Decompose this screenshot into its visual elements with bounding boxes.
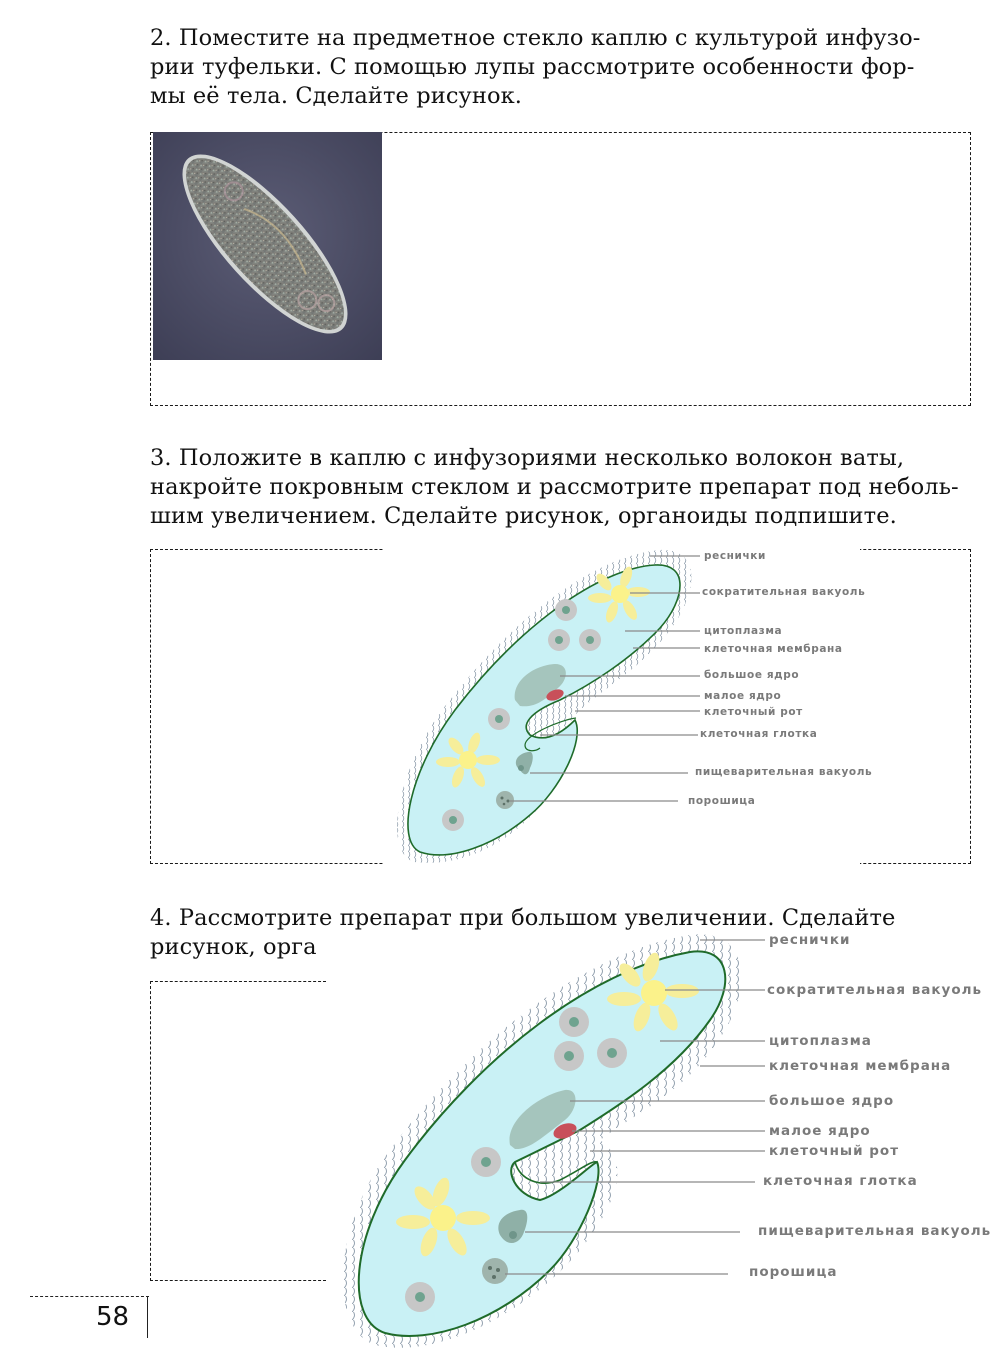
- label-cell-membrane: клеточная мембрана: [704, 643, 843, 655]
- label-anal-pore-large: порошица: [749, 1264, 838, 1280]
- page-number-rule: [30, 1296, 149, 1297]
- anal-pore: [496, 791, 514, 809]
- task-3-line-1: 3. Положите в каплю с инфузориями несколько волокон ваты,: [150, 445, 905, 471]
- task-3-line-3: шим увеличением. Сделайте рисунок, органоиды подпишите.: [150, 503, 897, 529]
- paramecium-diagram: [384, 538, 873, 866]
- task-2-text: [150, 24, 972, 111]
- label-cytoplasm-large: цитоплазма: [769, 1033, 872, 1049]
- task-4-drawing-frame[interactable]: [150, 981, 326, 1281]
- label-cytoplasm: цитоплазма: [704, 625, 783, 637]
- label-macronucleus-large: большое ядро: [769, 1093, 895, 1109]
- task-2-line-1: 2. Поместите на предметное стекло каплю с культурой инфузо-: [150, 25, 921, 51]
- label-cilia-large: реснички: [769, 932, 851, 948]
- label-cell-gullet-large: клеточная глотка: [763, 1173, 918, 1189]
- anal-pore-large: [482, 1258, 508, 1284]
- page-number-divider: [147, 1296, 148, 1338]
- label-micronucleus-large: малое ядро: [769, 1123, 871, 1139]
- label-cell-mouth-large: клеточный рот: [769, 1143, 900, 1159]
- label-contractile-vacuole: сократительная вакуоль: [702, 586, 866, 598]
- label-cilia: реснички: [704, 550, 766, 562]
- task-4-line-2: рисунок, орга: [150, 934, 317, 960]
- task-2-line-3: мы её тела. Сделайте рисунок.: [150, 83, 523, 109]
- task-3-text: [150, 444, 972, 531]
- label-contractile-vacuole-large: сократительная вакуоль: [767, 982, 983, 998]
- label-anal-pore: порошица: [688, 795, 756, 807]
- task-3-line-2: накройте покровным стеклом и рассмотрите препарат под неболь-: [150, 474, 959, 500]
- label-cell-membrane-large: клеточная мембрана: [769, 1058, 952, 1074]
- paramecium-diagram-large: [326, 928, 990, 1356]
- task-4-line-1: 4. Рассмотрите препарат при большом увеличении. Сделайте: [150, 905, 896, 931]
- label-digestive-vacuole-large: пищеварительная вакуоль: [758, 1223, 992, 1239]
- label-micronucleus: малое ядро: [704, 690, 782, 702]
- paramecium-micrograph: [153, 132, 382, 360]
- label-digestive-vacuole: пищеварительная вакуоль: [695, 766, 873, 778]
- label-cell-gullet: клеточная глотка: [700, 728, 818, 740]
- label-cell-mouth: клеточный рот: [704, 706, 803, 718]
- label-macronucleus: большое ядро: [704, 669, 800, 681]
- task-2-line-2: рии туфельки. С помощью лупы рассмотрите особенности фор-: [150, 54, 915, 80]
- page-number: 58: [96, 1302, 130, 1332]
